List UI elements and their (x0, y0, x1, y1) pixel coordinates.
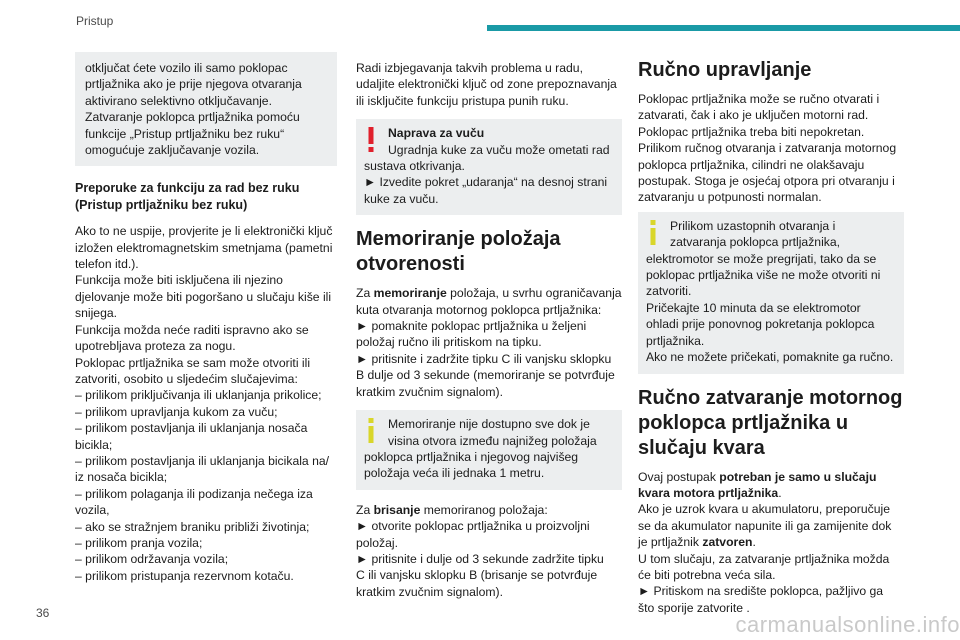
heading-line: Memoriranje položaja (356, 228, 561, 251)
body-line: Poklopac prtljažnika treba biti nepokretan. (638, 124, 865, 139)
body-line: – prilikom polaganja ili podizanja nečega iza (75, 486, 313, 501)
body-line: B dulje od 3 sekunde (memoriranje se potvrđuje (356, 368, 615, 383)
manual-body (638, 91, 904, 206)
body-line: Prilikom ručnog otvaranja i zatvaranja motornog (638, 141, 897, 156)
body-line: Ako je uzrok kvara u akumulatoru, preporučuje (638, 502, 891, 517)
body-line: upotrebljava proteza za nogu. (75, 339, 236, 354)
body-line: U tom slučaju, za zatvaranje prtljažnika možda (638, 551, 890, 566)
manual-closing-heading (638, 386, 904, 461)
body-line: Poklopac prtljažnika može se ručno otvarati i (638, 92, 880, 106)
body-line: Funkcija možda neće raditi ispravno ako se (75, 322, 309, 337)
body-line: Za brisanje memoriranog položaja: (356, 502, 548, 517)
note-line: omogućuje zaključavanje vozila. (85, 143, 260, 158)
page-header-title: Pristup (76, 14, 114, 28)
heading-line: otvorenosti (356, 253, 465, 276)
note-line: funkcije „Pristup prtljažniku bez ruku“ (85, 126, 285, 141)
body-line: – prilikom održavanja vozila; (75, 552, 229, 567)
body-line: Funkcija može biti isključena ili njezino (75, 273, 283, 288)
note-line: aktivirano selektivno otključavanje. (85, 93, 272, 108)
note-line: otključat ćete vozilo ili samo poklopac (85, 61, 288, 75)
info-icon (648, 220, 658, 246)
body-line: Ako to ne uspije, provjerite je li elektronički ključ (75, 224, 333, 239)
body-line: kratkim zvučnim signalom). (356, 584, 503, 599)
info-line: visina otvora između najnižeg položaja (388, 433, 597, 448)
note-line: prtljažnika ako je prije njegova otvaranja (85, 77, 302, 92)
body-line: ili isključite funkciju pristupa punih ruku. (356, 93, 569, 108)
body-line: – prilikom postavljanja ili uklanjanja nosača (75, 421, 308, 436)
body-line: bicikla; (75, 437, 113, 452)
info-line: Ako ne možete pričekati, pomaknite ga ručno. (646, 350, 894, 365)
recommendations-body (75, 223, 337, 584)
body-line: ► pritisnite i dulje od 3 sekunde zadržite tipku (356, 551, 604, 566)
body-line: Za memoriranje položaja, u svrhu ograničavanja (356, 286, 622, 301)
body-line: – prilikom upravljanja kukom za vuču; (75, 404, 278, 419)
body-line: kvara motora prtljažnika. (638, 485, 782, 500)
body-line: zatvaranju u potpunosti normalan. (638, 190, 822, 205)
warning-line: ► Izvedite pokret „udaranja“ na desnoj strani (364, 175, 608, 190)
body-line: snijega. (75, 306, 118, 321)
warning-line: sustava otkrivanja. (364, 159, 465, 174)
memorization-heading (356, 227, 622, 277)
body-line: – prilikom priključivanja ili uklanjanja prikolice; (75, 388, 322, 403)
info-line: zatvoriti. (646, 284, 692, 299)
body-line: iz nosača bicikla; (75, 470, 168, 485)
warning-exclamation-icon (366, 127, 376, 153)
heading-line: Ručno zatvaranje motornog (638, 386, 903, 409)
header-accent-bar (487, 25, 960, 31)
info-line: Memoriranje nije dostupno sve dok je (388, 417, 590, 432)
column-1 (75, 52, 337, 584)
continued-note-box (75, 52, 337, 166)
body-line: ► pritisnite i zadržite tipku C ili vanjsku sklopku (356, 351, 612, 366)
watermark-text: carmanualsonline.info (735, 612, 960, 637)
body-line: – prilikom pranja vozila; (75, 535, 203, 550)
warning-box (356, 119, 622, 215)
body-line: – prilikom postavljanja ili uklanjanja bicikala na/ (75, 453, 330, 468)
body-line: ► pomaknite poklopac prtljažnika u željeni (356, 319, 587, 334)
info-line: elektromotor se može pregrijati, tako da se (646, 251, 877, 266)
body-line: položaj ručno ili pritiskom na tipku. (356, 335, 542, 350)
body-line: poklopca prtljažnika, cilindri ne olakšavaju (638, 157, 865, 172)
heading-line: poklopca prtljažnika u (638, 411, 849, 434)
info-box (638, 212, 904, 374)
procedure-body (638, 469, 904, 617)
info-line: zatvaranja poklopca prtljažnika, (670, 235, 841, 250)
body-line: se da akumulator napunite ili ga zamijenite dok (638, 518, 892, 533)
body-line: djelovanje može biti pogoršano u slučaju kiše ili (75, 289, 332, 304)
body-line: izložen elektromagnetskim smetnjama (pametni (75, 240, 333, 255)
body-line: ► Pritiskom na središte poklopca, pažljivo ga (638, 584, 884, 599)
body-line: postupak. Stoga je osjećaj otpora pri otvaranju i (638, 174, 895, 189)
body-line: je prtljažnik zatvoren. (638, 535, 756, 550)
body-line: zatvoriti, osobito u sljedećim slučajevima: (75, 371, 298, 386)
info-line: poklopac prtljažnika više ne može otvoriti ni (646, 268, 881, 283)
heading-line: slučaju kvara (638, 436, 765, 459)
heading-line: (Pristup prtljažniku bez ruku) (75, 197, 248, 212)
info-line: položaja veća ili jednaka 1 metru. (364, 466, 545, 481)
body-line: Ovaj postupak potreban je samo u slučaju (638, 469, 877, 484)
body-line: položaj. (356, 535, 399, 550)
body-line: – ako se stražnjem braniku približi životinja; (75, 519, 310, 534)
memorization-body (356, 285, 622, 400)
column-3 (638, 52, 904, 616)
info-icon (366, 418, 376, 444)
page-number: 36 (36, 606, 50, 620)
body-line: kratkim zvučnim signalom). (356, 384, 503, 399)
intro-paragraph (356, 60, 622, 109)
warning-line: kuke za vuču. (364, 191, 439, 206)
body-line: će biti potrebna veća sila. (638, 567, 776, 582)
body-line: C ili vanjsku sklopku B (brisanje se potvrđuje (356, 568, 598, 583)
info-line: ohladi prije ponovnog pokretanja poklopca (646, 317, 875, 332)
body-line: – prilikom pristupanja rezervnom kotaču. (75, 568, 294, 583)
body-line: što sporije zatvorite . (638, 600, 750, 615)
delete-body (356, 502, 622, 600)
warning-title: Naprava za vuču (388, 126, 485, 141)
body-line: zatvarati, čak i ako je uključen motorni rad. (638, 108, 869, 123)
info-line: poklopca prtljažnika i njegovog najvišeg (364, 449, 579, 464)
recommendations-heading (75, 180, 337, 213)
body-line: kuta otvaranja motornog poklopca prtljažnika: (356, 302, 602, 317)
body-line: Radi izbjegavanja takvih problema u radu, (356, 61, 583, 75)
note-line: Zatvaranje poklopca prtljažnika pomoću (85, 110, 300, 125)
body-line: udaljite elektronički ključ od zone prepoznavanja (356, 77, 617, 92)
heading-line: Preporuke za funkciju za rad bez ruku (75, 181, 300, 196)
body-line: telefon itd.). (75, 257, 139, 272)
body-line: ► otvorite poklopac prtljažnika u proizvoljni (356, 519, 590, 534)
info-line: prtljažnika. (646, 333, 705, 348)
body-line: Poklopac prtljažnika se sam može otvoriti ili (75, 355, 311, 370)
info-box (356, 410, 622, 490)
info-line: Prilikom uzastopnih otvaranja i (670, 218, 836, 233)
column-2 (356, 60, 622, 600)
body-line: vozila, (75, 503, 110, 518)
info-line: Pričekajte 10 minuta da se elektromotor (646, 300, 861, 315)
manual-operation-heading: Ručno upravljanje (638, 59, 812, 81)
warning-line: Ugradnja kuke za vuču može ometati rad (388, 142, 610, 157)
